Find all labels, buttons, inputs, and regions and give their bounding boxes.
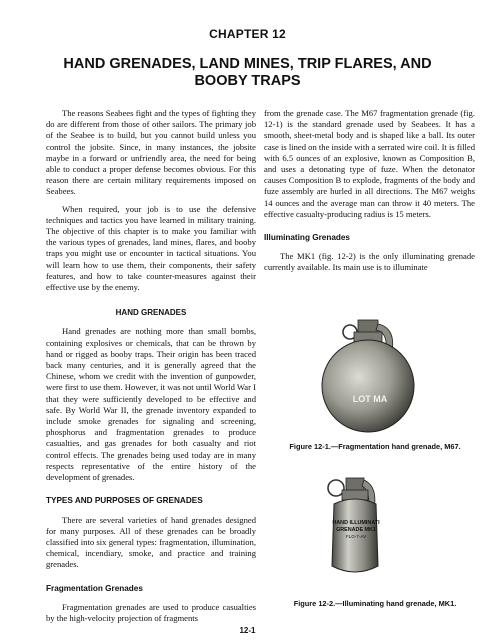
heading-types-purposes: TYPES AND PURPOSES OF GRENADES (46, 496, 203, 506)
hand-grenades-paragraph: Hand grenades are nothing more than small bombs, containing explosives or chemicals, that can be thrown by hand or rigged as booby traps. Their origin has been traced back many centuries, and it is generally agreed that the Chinese, whom we credit with the invention of gunpowder, were first to use them. However, it was not until World War I that they were sufficiently developed to be effective and safe. By World War II, the grenade inventory expanded to include smoke grenades for signaling and screening, phosphorus and fragmentation grenades to produce casualties, and gas grenades for both casualty and riot control effects. The grenades being used today are in many respects representative of the entire history of the development of grenades. (46, 326, 256, 483)
figure-12-2-caption: Figure 12-2.—Illuminating hand grenade, MK1. (293, 599, 457, 608)
intro-paragraph-1: The reasons Seabees fight and the types of fighting they do are different from those of other sailors. The primary job of the Seabee is to build, but you cannot build unless you control the jobsite. Since, in many instances, the jobsite maybe in a forward or unfriendly area, the need for being able to conduct a proper defense becomes obvious. For this reason there are certain military requirements imposed on Seabees. (46, 108, 256, 197)
page-number: 12-1 (239, 626, 256, 635)
mk1-marking-line-3: FLG-7-AV (345, 534, 367, 539)
figure-12-1-caption: Figure 12-1.—Fragmentation hand grenade, M67. (289, 442, 461, 451)
left-column (46, 108, 256, 630)
mk1-grenade-image (312, 474, 402, 584)
intro-paragraph-2: When required, your job is to use the defensive techniques and tactics you have learned in military training. The objective of this chapter is to make you familiar with the various types of grenades, land mines, flares, and booby traps you might use or encounter in tactical situations. You will learn how to use them, their components, their safety features, and how to take counter-measures against their effective use by the enemy. (46, 203, 256, 293)
mk1-marking-line-2: GRENADE MK1 (336, 527, 376, 533)
illuminating-paragraph: The MK1 (fig. 12-2) is the only illuminating grenade currently available. Its main use is to illuminate (264, 251, 475, 273)
m67-grenade-image (318, 318, 418, 436)
mk1-marking-line-1: HAND ILLUMINATI (332, 520, 380, 526)
fragmentation-paragraph: Fragmentation grenades are used to produce casualties by the high-velocity projection of fragments (46, 601, 256, 623)
types-paragraph: There are several varieties of hand grenades designed for many purposes. All of these grenades can be broadly classified into six general types: fragmentation, illumination, chemical, incendiary, smoke, and practice and training grenades. (46, 514, 256, 570)
heading-illuminating: Illuminating Grenades (264, 233, 350, 243)
heading-hand-grenades: HAND GRENADES (115, 308, 187, 318)
chapter-label: CHAPTER 12 (209, 27, 286, 41)
right-column (264, 108, 475, 280)
fragmentation-continued-paragraph: from the grenade case. The M67 fragmentation grenade (fig. 12-1) is the standard grenade used by Seabees. It has a smooth, sheet-metal body and is shaped like a ball. Its outer case is lined on the inside with a serrated wire coil. It is filled with 6.5 ounces of an explosive, known as Composition B, and uses a detonating type of fuze. When the detonator causes Composition B to explode, fragments of the body and fuze assembly are hurled in all directions. The M67 weighs 14 ounces and the average man can throw it 40 meters. The effective casualty-producing radius is 15 meters. (264, 108, 475, 219)
page-title: HAND GRENADES, LAND MINES, TRIP FLARES, AND BOOBY TRAPS (63, 56, 432, 89)
heading-fragmentation: Fragmentation Grenades (46, 583, 143, 593)
m67-lot-marking: LOT MA (352, 394, 388, 404)
